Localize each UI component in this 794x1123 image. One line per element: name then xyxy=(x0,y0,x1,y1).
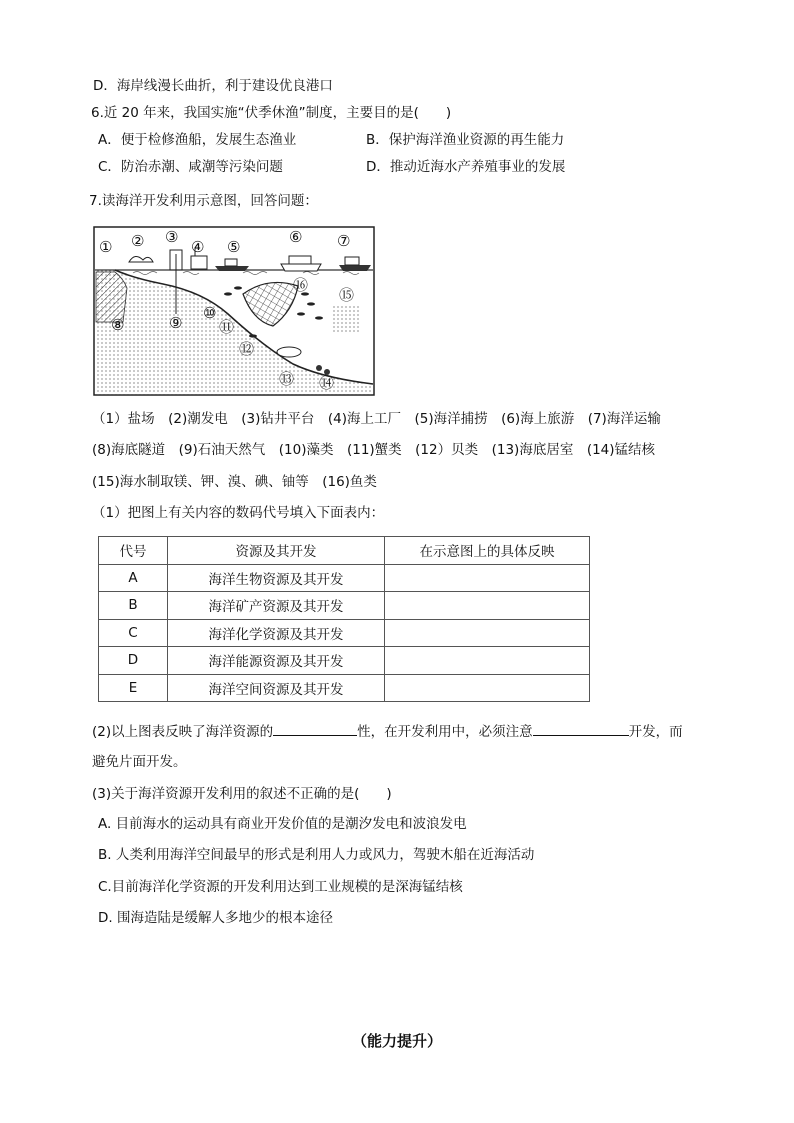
q7-sub3-option-c: C.目前海洋化学资源的开发利用达到工业规模的是深海锰结核 xyxy=(98,879,463,895)
diagram-label-12: ⑫ xyxy=(239,340,255,358)
q7-sub1: （1）把图上有关内容的数码代号填入下面表内： xyxy=(92,505,385,521)
table-cell-resource: 海洋能源资源及其开发 xyxy=(168,647,385,675)
table-cell-code: A xyxy=(99,564,168,592)
table-cell-code: D xyxy=(99,647,168,675)
diagram-label-9: ⑨ xyxy=(169,314,183,332)
table-cell-answer[interactable] xyxy=(385,592,590,620)
resource-table xyxy=(98,536,590,702)
table-row xyxy=(99,619,590,647)
diagram-label-6: ⑥ xyxy=(289,228,303,246)
diagram-label-5: ⑤ xyxy=(227,238,241,256)
q7-sub2 xyxy=(92,723,683,741)
table-cell-resource: 海洋空间资源及其开发 xyxy=(168,674,385,702)
legend-line-3: (15)海水制取镁、钾、溴、碘、铀等 (16)鱼类 xyxy=(92,474,377,490)
table-cell-answer[interactable] xyxy=(385,647,590,675)
q7-sub2-line2: 避免片面开发。 xyxy=(92,754,187,770)
q7-sub3-option-b: B. 人类利用海洋空间最早的形式是利用人力或风力，驾驶木船在近海活动 xyxy=(98,847,535,863)
sub2-text-1: (2)以上图表反映了海洋资源的 xyxy=(92,724,274,740)
sub2-text-3: 开发，而 xyxy=(628,724,683,740)
table-cell-code: C xyxy=(99,619,168,647)
table-cell-answer[interactable] xyxy=(385,619,590,647)
table-row xyxy=(99,647,590,675)
table-cell-resource: 海洋生物资源及其开发 xyxy=(168,564,385,592)
table-header-code: 代号 xyxy=(99,537,168,565)
table-cell-code: B xyxy=(99,592,168,620)
q6-option-b: B．保护海洋渔业资源的再生能力 xyxy=(366,132,565,148)
table-cell-answer[interactable] xyxy=(385,674,590,702)
ocean-development-diagram xyxy=(93,226,375,396)
diagram-label-16: ⑯ xyxy=(293,276,309,294)
section-title: （能力提升） xyxy=(351,1032,442,1050)
table-header-resource: 资源及其开发 xyxy=(168,537,385,565)
q5-option-d: D．海岸线漫长曲折，利于建设优良港口 xyxy=(93,78,333,94)
legend-line-1: （1）盐场 (2)潮发电 (3)钻井平台 (4)海上工厂 (5)海洋捕捞 (6)海上旅游 (7)海洋运输 xyxy=(92,411,661,427)
diagram-label-14: ⑭ xyxy=(319,374,335,392)
q6-option-c: C．防治赤潮、咸潮等污染问题 xyxy=(98,159,283,175)
table-cell-resource: 海洋化学资源及其开发 xyxy=(168,619,385,647)
answer-blank-2[interactable] xyxy=(533,723,629,736)
table-header-reflection: 在示意图上的具体反映 xyxy=(385,537,590,565)
table-header-row xyxy=(99,537,590,565)
answer-blank-1[interactable] xyxy=(273,723,357,736)
diagram-label-13: ⑬ xyxy=(279,370,295,388)
table-cell-resource: 海洋矿产资源及其开发 xyxy=(168,592,385,620)
q6-option-a: A．便于检修渔船，发展生态渔业 xyxy=(98,132,297,148)
table-cell-answer[interactable] xyxy=(385,564,590,592)
diagram-label-3: ③ xyxy=(165,228,179,246)
diagram-label-8: ⑧ xyxy=(111,316,125,334)
q6-option-d: D．推动近海水产养殖事业的发展 xyxy=(366,159,566,175)
diagram-label-15: ⑮ xyxy=(339,286,355,304)
q7-sub3-option-d: D. 围海造陆是缓解人多地少的根本途径 xyxy=(98,910,333,926)
table-row xyxy=(99,592,590,620)
diagram-label-1: ① xyxy=(99,238,113,256)
diagram-label-10: ⑩ xyxy=(203,304,217,322)
diagram-label-7: ⑦ xyxy=(337,232,351,250)
sub2-text-2: 性，在开发利用中，必须注意 xyxy=(357,724,533,740)
table-row xyxy=(99,674,590,702)
diagram-label-4: ④ xyxy=(191,238,205,256)
diagram-label-11: ⑪ xyxy=(219,318,235,336)
q7-sub3-stem: (3)关于海洋资源开发利用的叙述不正确的是( ) xyxy=(92,786,392,802)
table-row xyxy=(99,564,590,592)
legend-line-2: (8)海底隧道 (9)石油天然气 (10)藻类 (11)蟹类 (12）贝类 (13)海底居室 (14)锰结核 xyxy=(92,442,656,458)
q6-stem: 6.近 20 年来，我国实施“伏季休渔”制度，主要目的是( ) xyxy=(91,105,452,121)
q7-stem: 7.读海洋开发利用示意图，回答问题： xyxy=(89,193,318,209)
q7-sub3-option-a: A. 目前海水的运动具有商业开发价值的是潮汐发电和波浪发电 xyxy=(98,816,467,832)
table-cell-code: E xyxy=(99,674,168,702)
diagram-label-2: ② xyxy=(131,232,145,250)
